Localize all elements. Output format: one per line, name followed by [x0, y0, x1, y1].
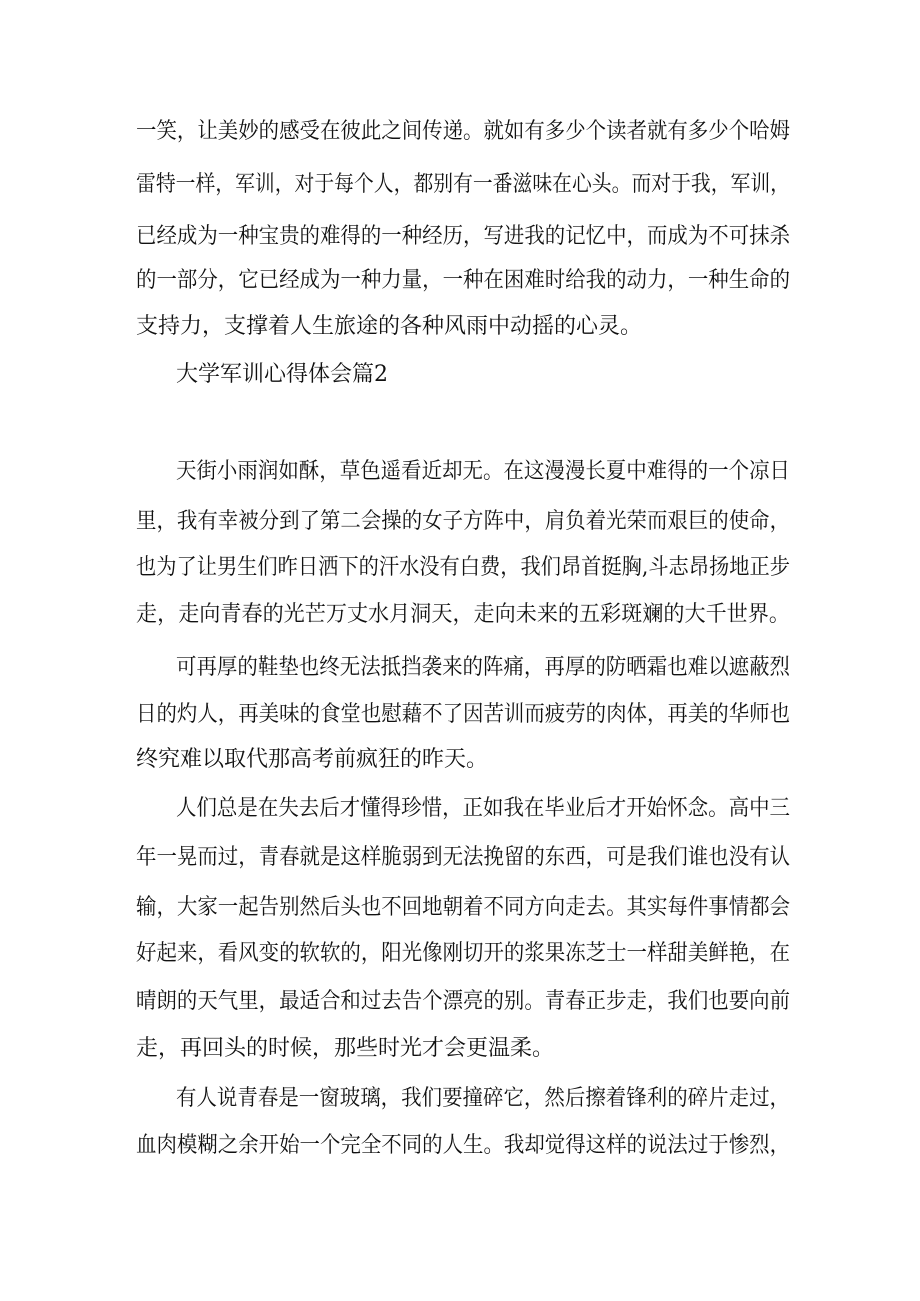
section-heading: 大学军训心得体会篇2 [176, 362, 388, 387]
text-line: 已经成为一种宝贵的难得的一种经历，写进我的记忆中，而成为不可抹杀 [136, 224, 791, 249]
text-line: 晴朗的天气里，最适合和过去告个漂亮的别。青春正步走，我们也要向前 [136, 989, 791, 1014]
text-line: 支持力，支撑着人生旅途的各种风雨中动摇的心灵。 [136, 314, 643, 339]
text-line: 日的灼人，再美味的食堂也慰藉不了因苦训而疲劳的肉体，再美的华师也 [136, 702, 791, 727]
text-line: 终究难以取代那高考前疯狂的昨天。 [136, 747, 489, 772]
text-line: 天街小雨润如酥，草色遥看近却无。在这漫漫长夏中难得的一个凉日 [176, 459, 791, 484]
text-line: 可再厚的鞋垫也终无法抵挡袭来的阵痛，再厚的防晒霜也难以遮蔽烈 [176, 655, 791, 680]
text-line: 人们总是在失去后才懂得珍惜，正如我在毕业后才开始怀念。高中三 [176, 796, 791, 821]
text-line: 的一部分，它已经成为一种力量，一种在困难时给我的动力，一种生命的 [136, 268, 791, 293]
text-line: 也为了让男生们昨日洒下的汗水没有白费，我们昂首挺胸,斗志昂扬地正步 [136, 555, 790, 580]
text-line: 血肉模糊之余开始一个完全不同的人生。我却觉得这样的说法过于惨烈， [136, 1133, 791, 1158]
text-line: 输，大家一起告别然后头也不回地朝着不同方向走去。其实每件事情都会 [136, 895, 791, 920]
text-line: 有人说青春是一窗玻璃，我们要撞碎它，然后擦着锋利的碎片走过， [176, 1086, 791, 1111]
text-line: 走，再回头的时候，那些时光才会更温柔。 [136, 1036, 555, 1061]
text-line: 走，走向青春的光芒万丈水月洞天，走向未来的五彩斑斓的大千世界。 [136, 602, 790, 627]
text-line: 雷特一样，军训，对于每个人，都别有一番滋味在心头。而对于我，军训， [136, 172, 790, 197]
text-line: 里，我有幸被分到了第二会操的女子方阵中，肩负着光荣而艰巨的使命， [136, 509, 791, 534]
text-line: 年一晃而过，青春就是这样脆弱到无法挽留的东西，可是我们谁也没有认 [136, 845, 791, 870]
text-line: 一笑，让美妙的感受在彼此之间传递。就如有多少个读者就有多少个哈姆 [136, 119, 791, 144]
text-line: 好起来，看风变的软软的，阳光像刚切开的浆果冻芝士一样甜美鲜艳，在 [136, 941, 791, 966]
